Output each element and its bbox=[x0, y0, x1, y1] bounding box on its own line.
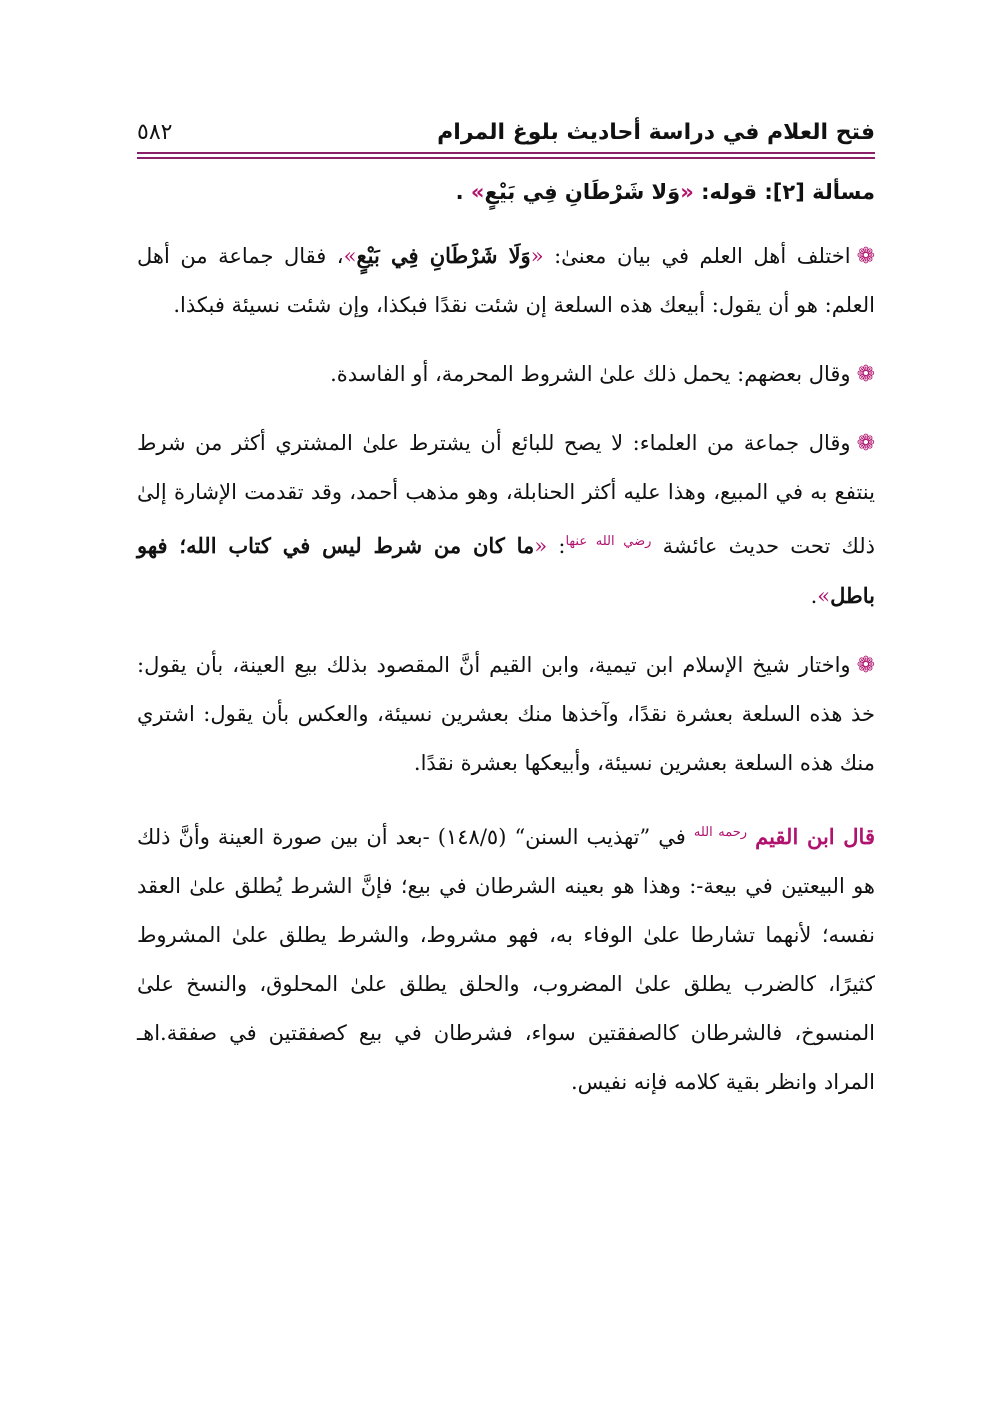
paragraph-5 bbox=[137, 808, 875, 1107]
page-header bbox=[137, 118, 875, 154]
paragraph-2 bbox=[137, 350, 875, 399]
paragraph-3-text-b: : bbox=[558, 534, 566, 558]
paragraph-3-end-mark: . bbox=[810, 584, 818, 608]
header-rule-bottom bbox=[137, 157, 875, 159]
paragraph-1-text-b: ، فقال جماعة من أهل العلم: هو أن يقول: أبيعك هذه السلعة إن شئت نقدًا فبكذا، وإن شئت نسيئة فبكذا. bbox=[137, 244, 875, 317]
issue-label: مسألة [٢]: bbox=[764, 180, 875, 204]
paragraph-1-quote: وَلَا شَرْطَانِ فِي بَيْعٍ bbox=[356, 243, 531, 268]
paragraph-3-hadith-quote: ما كان من شرط ليس في كتاب الله؛ فهو باطل bbox=[137, 533, 875, 608]
quote-open-mark: « bbox=[534, 534, 548, 558]
flower-ornament-icon: ❁ bbox=[856, 431, 875, 456]
issue-heading bbox=[137, 168, 875, 217]
paragraph-4 bbox=[137, 641, 875, 788]
issue-end-mark: . bbox=[455, 180, 464, 204]
paragraph-1 bbox=[137, 231, 875, 330]
blessing-glyph: رضي الله عنها bbox=[565, 534, 652, 549]
book-title: فتح العلام في دراسة أحاديث بلوغ المرام bbox=[437, 120, 875, 145]
paragraph-5-speaker: قال ابن القيم bbox=[755, 824, 875, 849]
paragraph-3-text-a: وقال جماعة من العلماء: لا يصح للبائع أن يشترط علىٰ المشتري أكثر من شرط ينتفع به في المبيع، وهذا عليه أكثر الحنابلة، وهو مذهب أحمد، وقد تقدمت الإشارة إلىٰ ذلك تحت حديث عائشة bbox=[137, 431, 875, 558]
paragraph-3 bbox=[137, 419, 875, 621]
paragraph-2-text: وقال بعضهم: يحمل ذلك علىٰ الشروط المحرمة، أو الفاسدة. bbox=[330, 362, 851, 386]
flower-ornament-icon: ❁ bbox=[856, 653, 875, 678]
quote-close-mark: » bbox=[470, 180, 485, 204]
quote-open-mark: « bbox=[530, 244, 544, 268]
paragraph-5-text: في ”تهذيب السنن“ (١٤٨/٥) -بعد أن بين صورة العينة وأنَّ ذلك هو البيعتين في بيعة-: وهذا هو بعينه الشرطان في بيع؛ فإنَّ الشرط يُطلق علىٰ العقد نفسه؛ لأنهما تشارطا علىٰ الوفاء به، فهو مشروط، والشرط يطلق علىٰ المشروط كثيرًا، كالضرب يطلق علىٰ المضروب، والحلق يطلق علىٰ المحلوق، والنسخ علىٰ المنسوخ، فالشرطان كالصفقتين سواء، فشرطان في بيع كصفقتين في صفقة.اهـ المراد وانظر بقية كلامه فإنه نفيس. bbox=[137, 825, 875, 1094]
paragraph-1-text-a: اختلف أهل العلم في بيان معنىٰ: bbox=[554, 244, 851, 268]
flower-ornament-icon: ❁ bbox=[856, 362, 875, 387]
flower-ornament-icon: ❁ bbox=[856, 244, 876, 269]
issue-intro: قوله: bbox=[701, 180, 758, 204]
paragraph-4-text: واختار شيخ الإسلام ابن تيمية، وابن القيم أنَّ المقصود بذلك بيع العينة، بأن يقول: خذ هذه السلعة بعشرة نقدًا، وآخذها منك بعشرين نسيئة، والعكس بأن يقول: اشتري منك هذه السلعة بعشرين نسيئة، وأبيعكها بعشرة نقدًا. bbox=[137, 653, 875, 775]
quote-close-mark: » bbox=[817, 584, 831, 608]
header-rule-top bbox=[137, 152, 875, 154]
blessing-glyph: رحمه الله bbox=[693, 825, 748, 840]
issue-hadith-quote: وَلا شَرْطَانِ فِي بَيْعٍ bbox=[484, 180, 681, 204]
page-body bbox=[137, 168, 875, 1127]
quote-open-mark: « bbox=[680, 180, 694, 204]
page-number: ٥٨٢ bbox=[137, 120, 173, 145]
quote-close-mark: » bbox=[343, 244, 357, 268]
